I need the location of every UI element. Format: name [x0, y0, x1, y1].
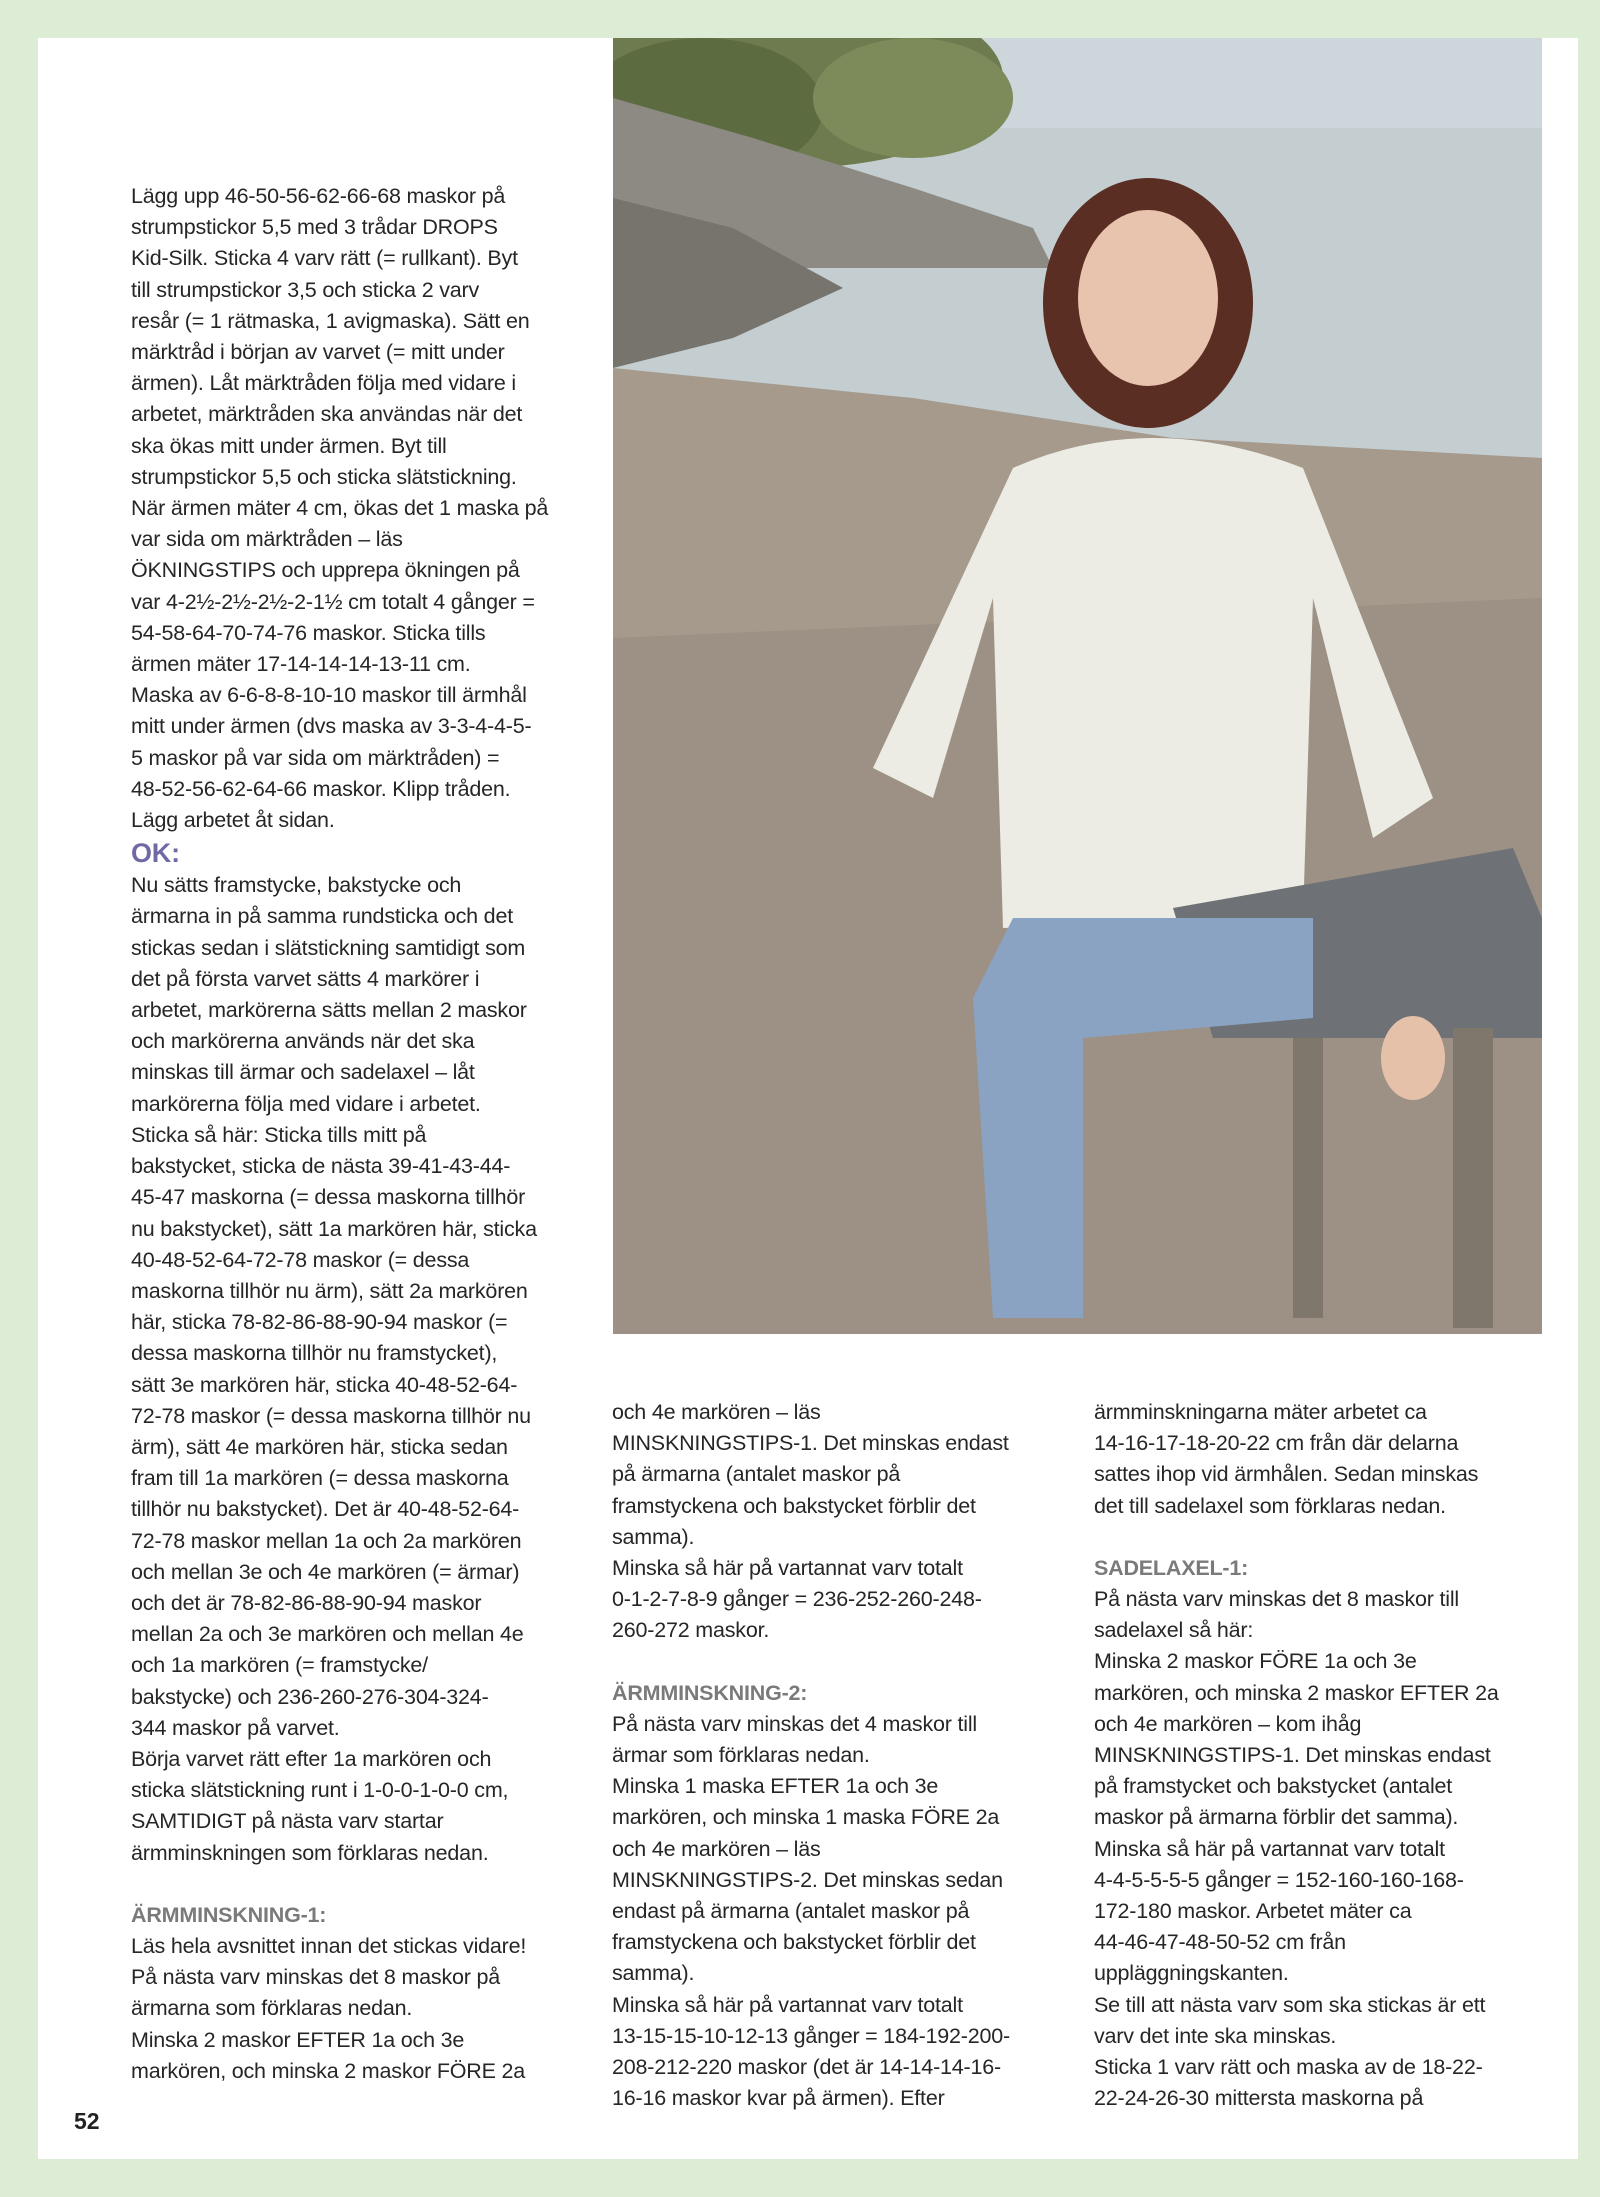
- section-heading-sadelaxel-1: SADELAXEL-1:: [1094, 1555, 1249, 1580]
- column3-paragraph-b: På nästa varv minskas det 8 maskor till sadelaxel så här: Minska 2 maskor FÖRE 1a och 3e markören, och minska 2 maskor EFTER 2a och 4e markören – kom ihåg MINSKNINGSTIPS-1. Det minskas endast på framstycket och bakstycket (antalet maskor på ärmarna förblir det samma). Minska så här på vartannat varv totalt 4-4-5-5-5-5 gånger = 152-160-160-168- 172-180 maskor. Arbetet mäter ca 44-46-47-48-50-52 cm från uppläggningskanten. Se till att nästa varv som ska stickas är ett varv det inte ska minskas. Sticka 1 varv rätt och maska av de 18-22- 22-24-26-30 mittersta maskorna på: [1094, 1587, 1499, 2111]
- armminskning-1-paragraph: Läs hela avsnittet innan det stickas vidare! På nästa varv minskas det 8 maskor på ärmarna som förklaras nedan. Minska 2 maskor EFTER 1a och 3e markören, och minska 2 maskor FÖRE 2a: [131, 1933, 527, 2083]
- section-heading-armminskning-2: ÄRMMINSKNING-2:: [612, 1680, 808, 1705]
- intro-paragraph: Lägg upp 46-50-56-62-66-68 maskor på strumpstickor 5,5 med 3 trådar DROPS Kid-Silk. Sticka 4 varv rätt (= rullkant). Byt till strumpstickor 3,5 och sticka 2 varv resår (= 1 rätmaska, 1 avigmaska). Sätt en märktråd i början av varvet (= mitt under ärmen). Låt märktråden följa med vidare i arbetet, märktråden ska användas när det ska ökas mitt under ärmen. Byt till strumpstickor 5,5 och sticka slätstickning. När ärmen mäter 4 cm, ökas det 1 maska på var sida om märktråden – läs ÖKNINGSTIPS och upprepa ökningen på var 4-2½-2½-2½-2-1½ cm totalt 4 gånger = 54-58-64-70-74-76 maskor. Sticka tills ärmen mäter 17-14-14-14-13-11 cm. Maska av 6-6-8-8-10-10 maskor till ärmhål mitt under ärmen (dvs maska av 3-3-4-4-5- 5 maskor på var sida om märktråden) = 48-52-56-62-64-66 maskor. Klipp tråden. Lägg arbetet åt sidan.: [131, 184, 549, 833]
- text-column-1: [131, 181, 591, 2087]
- section-heading-ok: OK:: [131, 838, 180, 869]
- column2-paragraph-b: På nästa varv minskas det 4 maskor till ärmar som förklaras nedan. Minska 1 maska EFTER 1a och 3e markören, och minska 1 maska FÖRE 2a och 4e markören – läs MINSKNINGSTIPS-2. Det minskas sedan endast på ärmarna (antalet maskor på framstyckena och bakstycket förblir det samma). Minska så här på vartannat varv totalt 13-15-15-10-12-13 gånger = 184-192-200- 208-212-220 maskor (det är 14-14-14-16- 16-16 maskor kvar på ärmen). Efter: [612, 1711, 1011, 2111]
- page-number: 52: [74, 2108, 100, 2134]
- text-column-3: [1094, 1397, 1554, 2114]
- photo-woman-sweater-beach-icon: [613, 38, 1542, 1334]
- column3-paragraph-a: ärmminskningarna mäter arbetet ca 14-16-17-18-20-22 cm från där delarna sattes ihop vid ärmhålen. Sedan minskas det till sadelaxel som förklaras nedan.: [1094, 1400, 1479, 1518]
- magazine-page: [38, 38, 1578, 2159]
- section-heading-armminskning-1: ÄRMMINSKNING-1:: [131, 1902, 327, 1927]
- text-column-2: [612, 1397, 1062, 2114]
- column2-paragraph-a: och 4e markören – läs MINSKNINGSTIPS-1. Det minskas endast på ärmarna (antalet maskor på framstyckena och bakstycket förblir det samma). Minska så här på vartannat varv totalt 0-1-2-7-8-9 gånger = 236-252-260-248- 260-272 maskor.: [612, 1400, 1009, 1643]
- ok-paragraph: Nu sätts framstycke, bakstycke och ärmarna in på samma rundsticka och det stickas sedan i slätstickning samtidigt som det på första varvet sätts 4 markörer i arbetet, markörerna sätts mellan 2 maskor och markörerna används när det ska minskas till ärmar och sadelaxel – låt markörerna följa med vidare i arbetet. Sticka så här: Sticka tills mitt på bakstycket, sticka de nästa 39-41-43-44- 45-47 maskorna (= dessa maskorna tillhör nu bakstycket), sätt 1a markören här, sticka 40-48-52-64-72-78 maskor (= dessa maskorna tillhör nu ärm), sätt 2a markören här, sticka 78-82-86-88-90-94 maskor (= dessa maskorna tillhör nu framstycket), sätt 3e markören här, sticka 40-48-52-64- 72-78 maskor (= dessa maskorna tillhör nu ärm), sätt 4e markören här, sticka sedan fram till 1a markören (= dessa maskorna tillhör nu bakstycket). Det är 40-48-52-64- 72-78 maskor mellan 1a och 2a markören och mellan 3e och 4e markören (= ärmar) och det är 78-82-86-88-90-94 maskor mellan 2a och 3e markören och mellan 4e och 1a markören (= framstycke/ bakstycke) och 236-260-276-304-324- 344 maskor på varvet. Börja varvet rätt efter 1a markören och sticka slätstickning runt i 1-0-0-1-0-0 cm, SAMTIDIGT på nästa varv startar ärmminskningen som förklaras nedan.: [131, 873, 537, 1865]
